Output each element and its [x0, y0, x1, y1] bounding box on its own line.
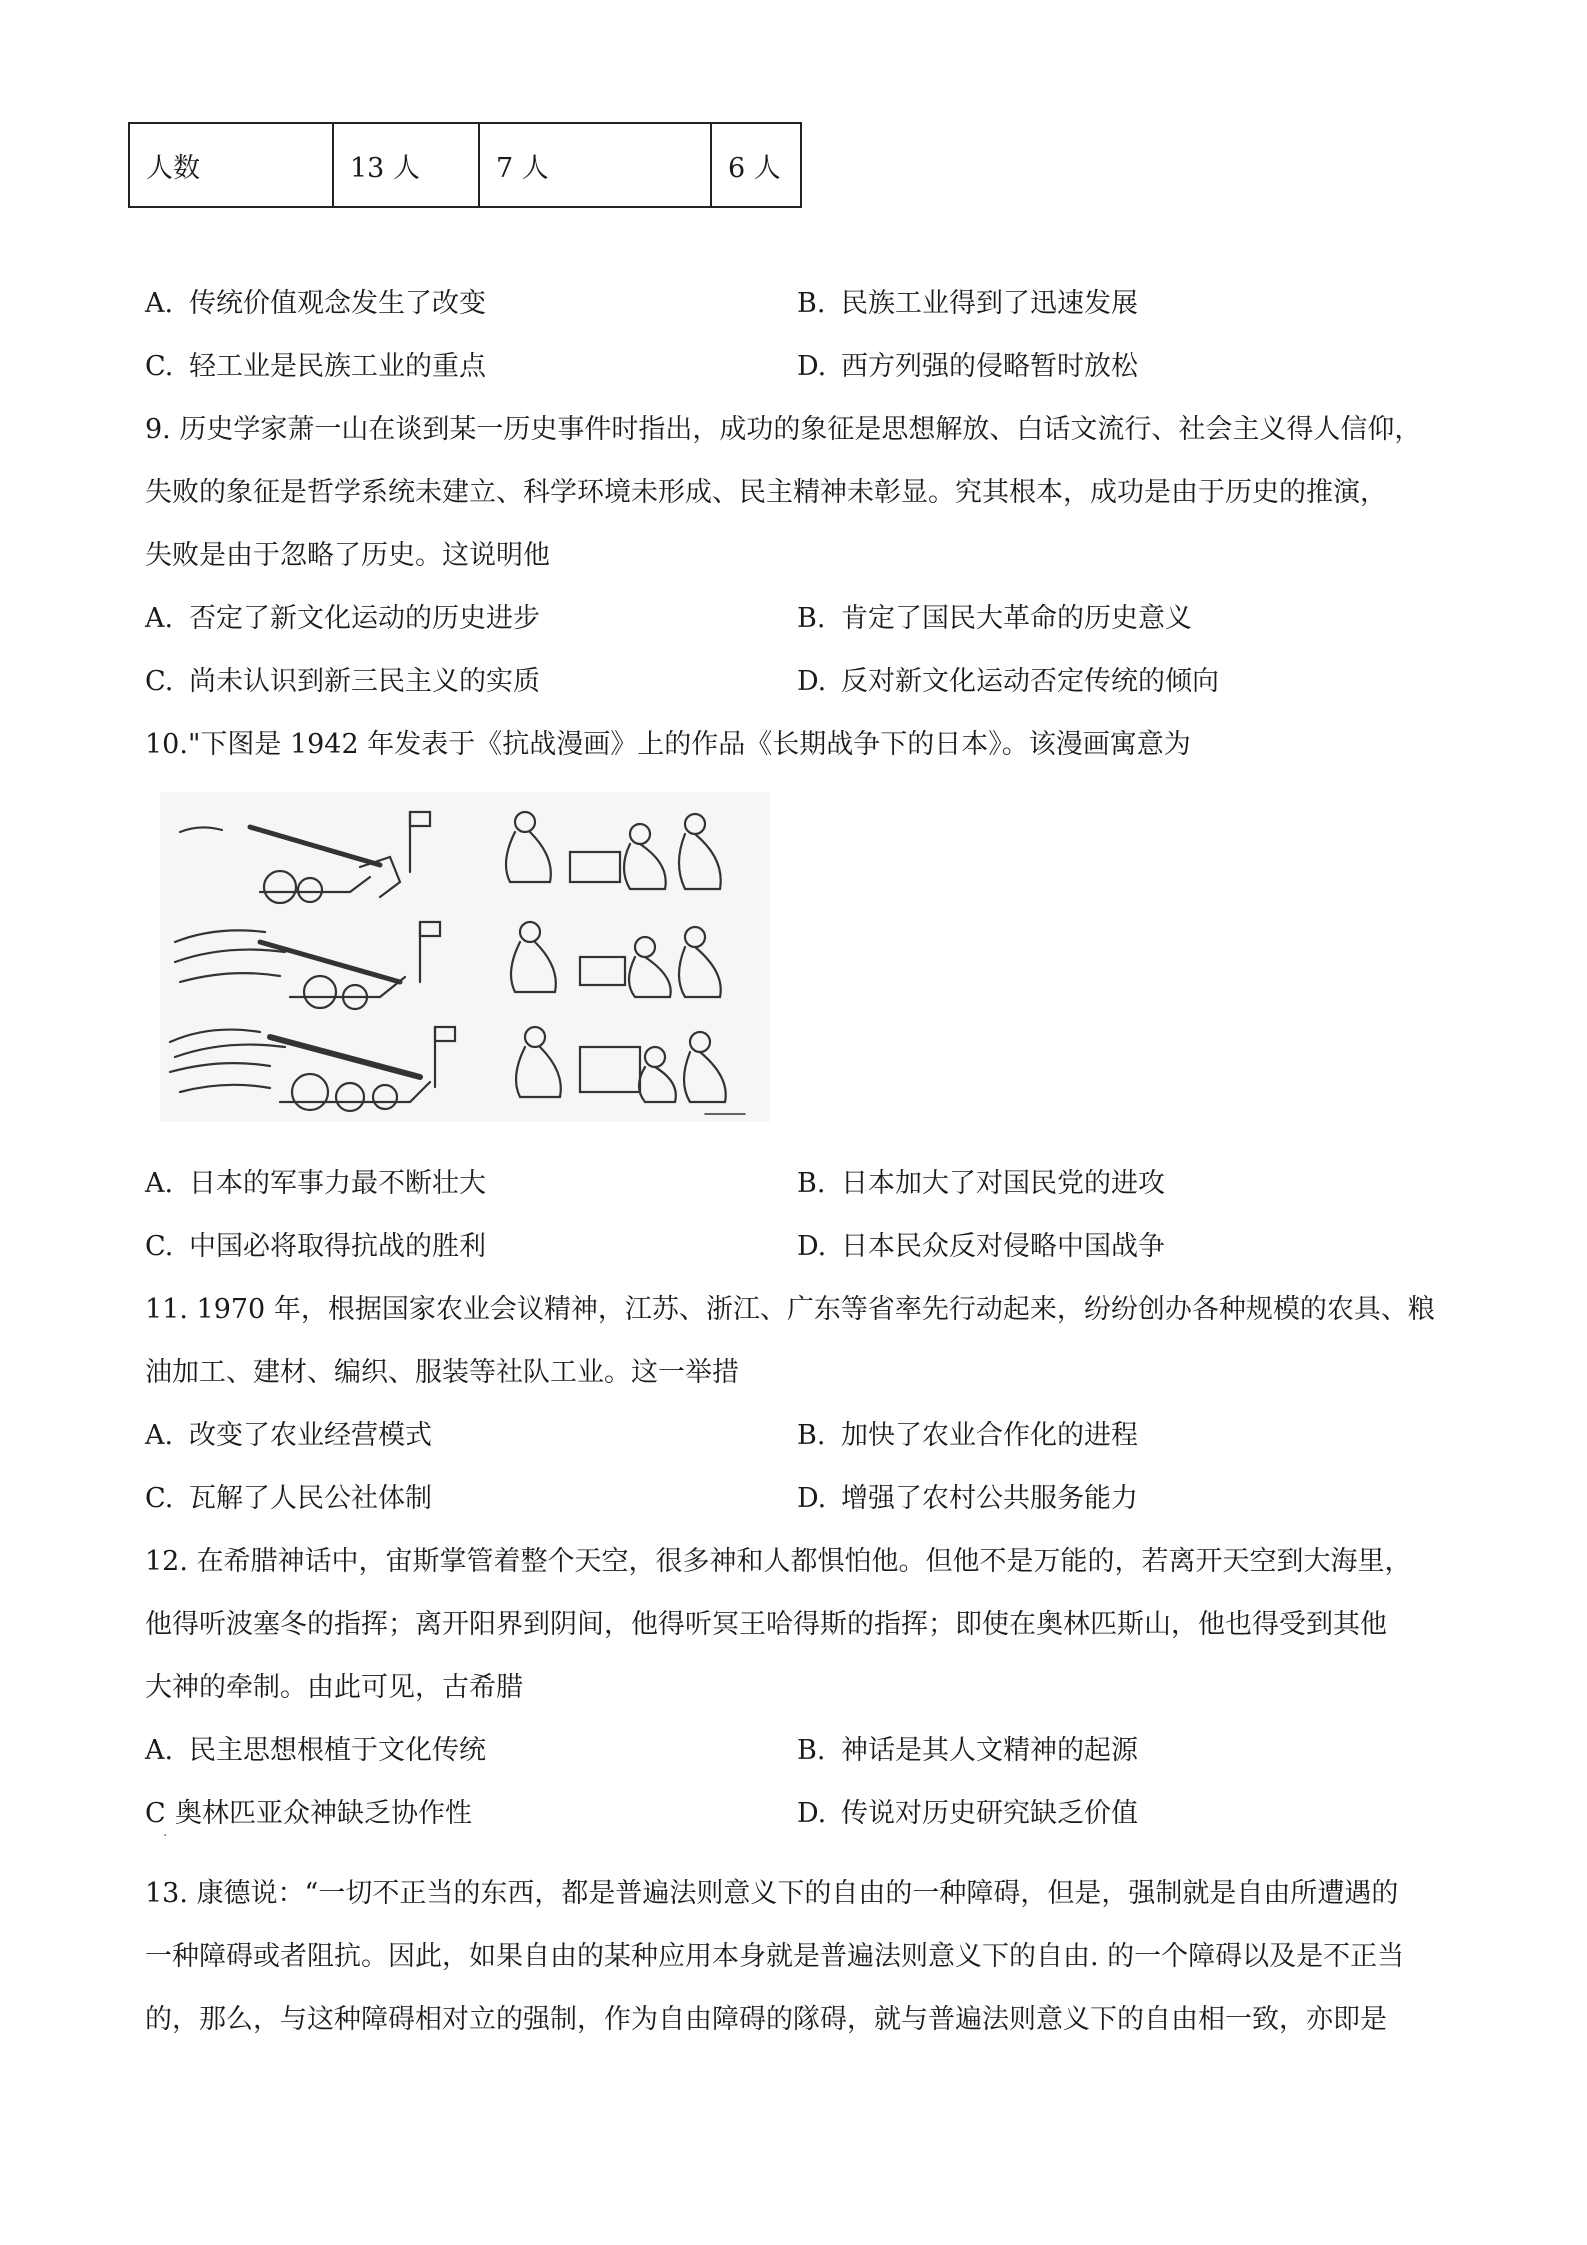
option-a: A. 否定了新文化运动的历史进步 [145, 603, 540, 634]
table-cell: 13 人 [333, 123, 479, 207]
option-d: D. 西方列强的侵略暂时放松 [797, 351, 1138, 382]
option-b: B. 神话是其人文精神的起源 [797, 1735, 1138, 1766]
option-b: B. 日本加大了对国民党的进攻 [797, 1168, 1165, 1199]
option-d: D. 日本民众反对侵略中国战争 [797, 1231, 1165, 1262]
option-b: B. 加快了农业合作化的进程 [797, 1420, 1138, 1451]
question-12-line: 他得听波塞冬的指挥；离开阳界到阴间，他得听冥王哈得斯的指挥；即使在奥林匹斯山，他也得受到其他 [145, 1609, 1387, 1640]
table-header-cell: 人数 [129, 123, 333, 207]
option-c: C 奥林匹亚众神缺乏协作性 [145, 1798, 472, 1829]
question-9-line: 9. 历史学家萧一山在谈到某一历史事件时指出，成功的象征是思想解放、白话文流行、社会主义得人信仰， [145, 414, 1422, 445]
question-11-line: 油加工、建材、编织、服装等社队工业。这一举措 [145, 1357, 739, 1388]
option-c: C. 中国必将取得抗战的胜利 [145, 1231, 486, 1262]
question-11-line: 11. 1970 年，根据国家农业会议精神，江苏、浙江、广东等省率先行动起来，纷纷创办各种规模的农具、粮 [145, 1294, 1435, 1325]
table-cell: 6 人 [711, 123, 801, 207]
question-12-line: 12. 在希腊神话中，宙斯掌管着整个天空，很多神和人都惧怕他。但他不是万能的，若离开天空到大海里， [145, 1546, 1412, 1577]
question-9-line: 失败的象征是哲学系统未建立、科学环境未形成、民主精神未彰显。究其根本，成功是由于历史的推演， [145, 477, 1387, 508]
option-d: D. 增强了农村公共服务能力 [797, 1483, 1138, 1514]
option-a: A. 传统价值观念发生了改变 [145, 288, 486, 319]
option-a: A. 民主思想根植于文化传统 [145, 1735, 486, 1766]
question-13-line: 13. 康德说：“一切不正当的东西，都是普遍法则意义下的自由的一种障碍，但是，强制就是自由所遭遇的 [145, 1878, 1399, 1909]
option-c: C. 尚未认识到新三民主义的实质 [145, 666, 540, 697]
table-cell: 7 人 [479, 123, 711, 207]
question-9-line: 失败是由于忽略了历史。这说明他 [145, 540, 550, 571]
question-10-line: 10."下图是 1942 年发表于《抗战漫画》上的作品《长期战争下的日本》。该漫画寓意为 [145, 729, 1191, 760]
option-c: C. 瓦解了人民公社体制 [145, 1483, 432, 1514]
option-a: A. 日本的军事力最不断壮大 [145, 1168, 486, 1199]
option-c: C. 轻工业是民族工业的重点 [145, 351, 486, 382]
option-d: D. 反对新文化运动否定传统的倾向 [797, 666, 1219, 697]
war-cartoon-image [160, 792, 770, 1122]
option-b: B. 民族工业得到了迅速发展 [797, 288, 1138, 319]
option-b: B. 肯定了国民大革命的历史意义 [797, 603, 1192, 634]
stray-mark: · [163, 1828, 168, 1844]
count-table [128, 122, 802, 208]
option-a: A. 改变了农业经营模式 [145, 1420, 432, 1451]
option-d: D. 传说对历史研究缺乏价值 [797, 1798, 1138, 1829]
question-13-line: 的，那么，与这种障碍相对立的强制，作为自由障碍的隊碍，就与普遍法则意义下的自由相一致，亦即是 [145, 2004, 1387, 2035]
question-13-line: 一种障碍或者阻抗。因此，如果自由的某种应用本身就是普遍法则意义下的自由. 的一个障碍以及是不正当 [145, 1941, 1405, 1972]
table-row [129, 123, 801, 207]
question-12-line: 大神的牵制。由此可见，古希腊 [145, 1672, 523, 1703]
